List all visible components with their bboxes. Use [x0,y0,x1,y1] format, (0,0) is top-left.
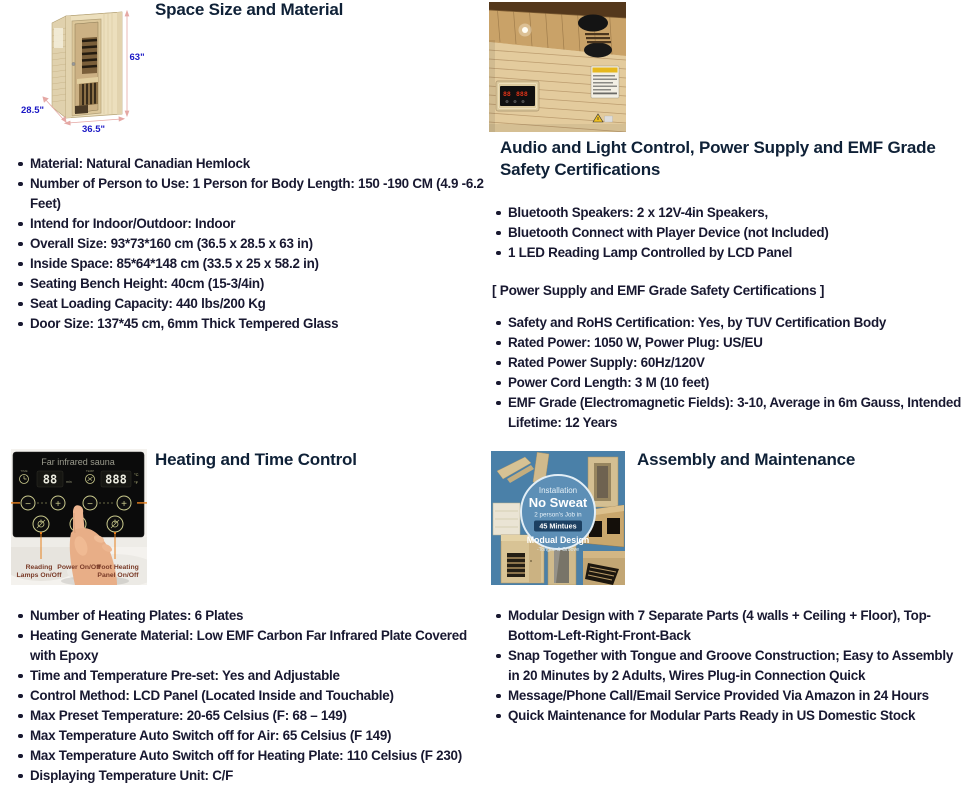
spec-item: Control Method: LCD Panel (Located Inside and Touchable) [15,686,485,706]
section-title-space-size: Space Size and Material [155,0,344,19]
spec-item: Seating Bench Height: 40cm (15-3/4in) [15,274,485,294]
spec-item: Rated Power: 1050 W, Power Plug: US/EU [493,333,963,353]
power-label: Power On/Off [57,564,101,571]
spec-item: Bluetooth Speakers: 2 x 12V-4in Speakers, [493,203,963,223]
temp-micro-label: TEMP [85,469,95,473]
installation-badge [521,475,595,553]
foot-heating-label-line1: Foot Heating [97,564,139,571]
spec-item: Number of Person to Use: 1 Person for Body Length: 150 -190 CM (4.9 -6.2 Feet) [15,174,485,214]
celsius-unit-label: °C [134,472,139,477]
power-supply-spec-list [493,313,963,433]
badge-modular-design-text: Modual Design [526,535,590,545]
spec-item: Rated Power Supply: 60Hz/120V [493,353,963,373]
section-title-heating: Heating and Time Control [155,450,357,469]
sauna-cabin-graphic [52,12,122,118]
spec-item: Time and Temperature Pre-set: Yes and Adjustable [15,666,485,686]
assembly-spec-list [493,606,963,726]
spec-item: 1 LED Reading Lamp Controlled by LCD Panel [493,243,963,263]
badge-persons-text: 2 person's Job in [534,511,582,519]
dimension-label-height: 63" [129,52,145,63]
interior-control-panel [496,81,539,111]
reading-lamps-onoff-button [33,516,49,532]
plus-glyph: + [121,499,127,510]
spec-item: Message/Phone Call/Email Service Provided Via Amazon in 24 Hours [493,686,963,706]
foot-heating-label-line2: Panel On/Off [97,572,139,579]
heating-spec-list [15,606,485,786]
audio-light-spec-list [493,203,963,263]
minus-glyph: − [25,498,31,510]
spec-item: Door Size: 137*45 cm, 6mm Thick Tempered Glass [15,314,485,334]
dimension-label-depth: 28.5" [21,105,44,116]
dimension-label-width: 36.5" [82,124,105,135]
section-title-assembly: Assembly and Maintenance [637,450,856,469]
spec-item: Displaying Temperature Unit: C/F [15,766,485,786]
spec-item: Number of Heating Plates: 6 Plates [15,606,485,626]
badge-tongue-groove-text: -Tongue & Groove [536,547,580,553]
temp-display-digits: 888 [105,472,127,487]
control-panel-photo [11,449,147,585]
time-micro-label: TIME [20,469,28,473]
spec-item: Intend for Indoor/Outdoor: Indoor [15,214,485,234]
reading-lamps-label-line1: Reading [25,564,53,571]
spec-item: Quick Maintenance for Modular Parts Ready in US Domestic Stock [493,706,963,726]
foot-heating-onoff-button [107,516,123,532]
spec-item: Material: Natural Canadian Hemlock [15,154,485,174]
spec-item: Seat Loading Capacity: 440 lbs/200 Kg [15,294,485,314]
sauna-interior-photo [489,2,626,132]
badge-installation-text: Installation [538,486,578,495]
spec-item: Snap Together with Tongue and Groove Construction; Easy to Assembly in 20 Minutes by 2 Adults, Wires Plug-in Connection Quick [493,646,963,686]
spec-item: Max Temperature Auto Switch off for Heating Plate: 110 Celsius (F 230) [15,746,485,766]
minus-glyph: − [87,498,93,510]
time-display-digits: 88 [42,472,58,487]
spec-item: EMF Grade (Electromagnetic Fields): 3-10, Average in 6m Gauss, Intended Lifetime: 12 Years [493,393,963,433]
power-supply-subheader: [ Power Supply and EMF Grade Safety Certifications ] [492,283,825,298]
warning-label [591,66,619,98]
badge-minutes-text: 45 Mintues [539,521,577,531]
plus-glyph: + [55,499,61,510]
panel-temp-digits: 888 [516,90,528,98]
spec-item: Bluetooth Connect with Player Device (not Included) [493,223,963,243]
panel-title: Far infrared sauna [41,457,115,467]
assembly-collage-image [491,451,625,585]
spec-item: Safety and RoHS Certification: Yes, by TUV Certification Body [493,313,963,333]
section-title-audio-light: Audio and Light Control, Power Supply and EMF Grade Safety Certifications [500,138,936,179]
sauna-dimensions-image [8,2,158,135]
spec-item: Overall Size: 93*73*160 cm (36.5 x 28.5 x 63 in) [15,234,485,254]
spec-item: Max Preset Temperature: 20-65 Celsius (F: 68 – 149) [15,706,485,726]
badge-no-sweat-text: No Sweat [528,495,588,510]
spec-item: Modular Design with 7 Separate Parts (4 walls + Ceiling + Floor), Top-Bottom-Left-Right-Front-Back [493,606,963,646]
spec-item: Heating Generate Material: Low EMF Carbon Far Infrared Plate Covered with Epoxy [15,626,485,666]
space-size-spec-list [15,154,485,334]
panel-time-digits: 88 [503,90,511,98]
reading-lamps-label-line2: Lamps On/Off [16,572,62,579]
led-light [519,24,532,37]
spec-item: Power Cord Length: 3 M (10 feet) [493,373,963,393]
spec-item: Max Temperature Auto Switch off for Air: 65 Celsius (F 149) [15,726,485,746]
spec-item: Inside Space: 85*64*148 cm (33.5 x 25 x 58.2 in) [15,254,485,274]
min-label: min [66,480,72,484]
door-handle [72,62,75,65]
fahrenheit-unit-label: °F [134,480,139,485]
